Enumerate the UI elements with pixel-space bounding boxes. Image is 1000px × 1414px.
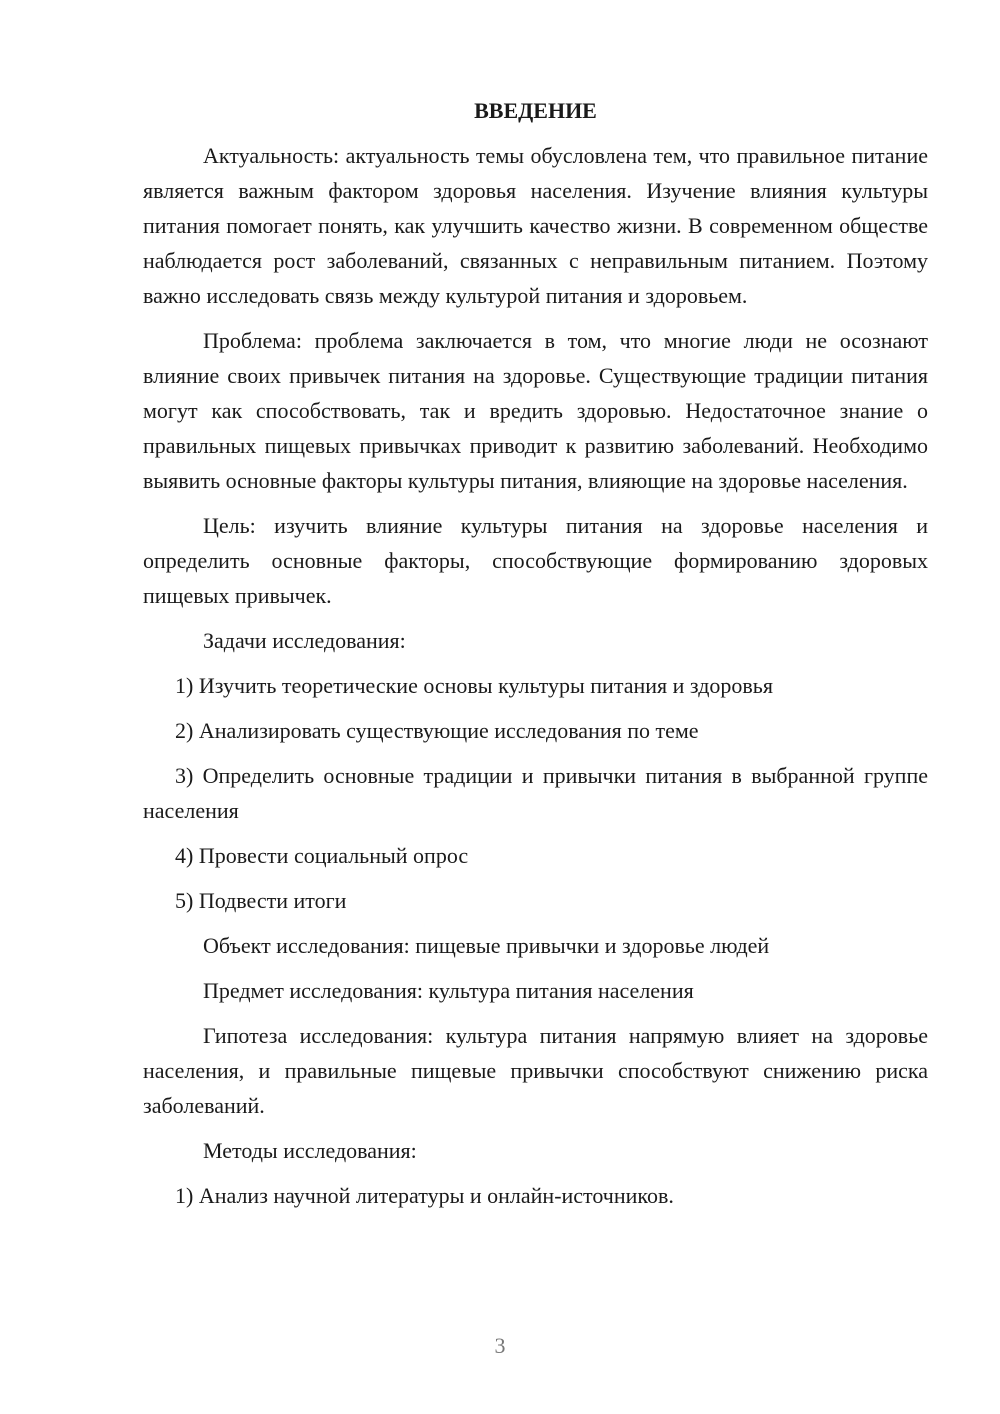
section-title: ВВЕДЕНИЕ — [474, 98, 597, 123]
relevance-paragraph: Актуальность: актуальность темы обусловлена тем, что правильное питание является важным фактором здоровья населения. Изучение влияния культуры питания помогает понять, как улучшить качество жизни. В современном обществе наблюдается рост заболеваний, связанных с неправильным питанием. Поэтому важно исследовать связь между культурой питания и здоровьем. — [143, 143, 928, 308]
task-item: 3) Определить основные традиции и привычки питания в выбранной группе населения — [143, 763, 928, 823]
task-item: 2) Анализировать существующие исследования по теме — [175, 718, 699, 743]
tasks-label: Задачи исследования: — [203, 628, 406, 653]
document-page — [143, 96, 928, 1223]
subject-line: Предмет исследования: культура питания населения — [203, 978, 694, 1003]
task-item: 1) Изучить теоретические основы культуры питания и здоровья — [175, 673, 773, 698]
page-number: 3 — [494, 1333, 506, 1358]
methods-label: Методы исследования: — [203, 1138, 417, 1163]
method-item: 1) Анализ научной литературы и онлайн-источников. — [175, 1183, 674, 1208]
task-item: 4) Провести социальный опрос — [175, 843, 469, 868]
problem-paragraph: Проблема: проблема заключается в том, что многие люди не осознают влияние своих привычек питания на здоровье. Существующие традиции питания могут как способствовать, так и вредить здоровью. Недостаточное знание о правильных пищевых привычках приводит к развитию заболеваний. Необходимо выявить основные факторы культуры питания, влияющие на здоровье населения. — [143, 328, 928, 493]
hypothesis-paragraph: Гипотеза исследования: культура питания напрямую влияет на здоровье населения, и правильные пищевые привычки способствуют снижению риска заболеваний. — [143, 1023, 928, 1118]
goal-paragraph: Цель: изучить влияние культуры питания на здоровье населения и определить основные факторы, способствующие формированию здоровых пищевых привычек. — [143, 513, 928, 608]
object-line: Объект исследования: пищевые привычки и здоровье людей — [203, 933, 770, 958]
task-item: 5) Подвести итоги — [175, 888, 347, 913]
